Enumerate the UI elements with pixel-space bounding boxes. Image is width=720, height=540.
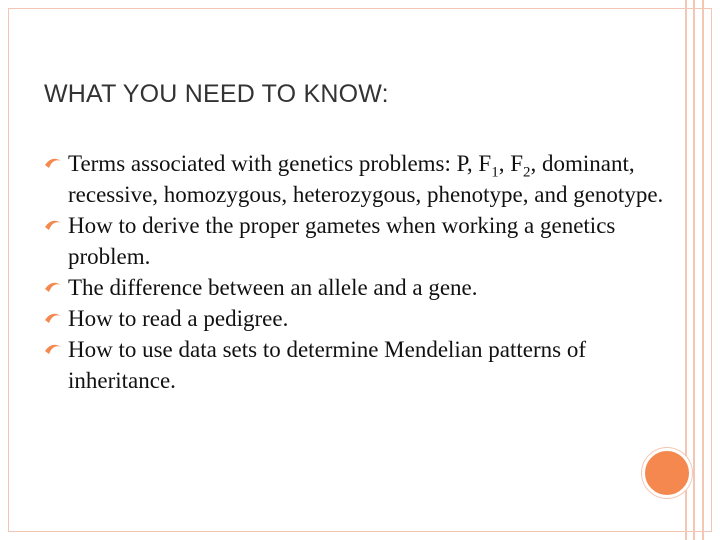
bullet-text: , dominant, recessive, homozygous, heterozygous, phenotype, and genotype. <box>68 151 664 207</box>
swoosh-bullet-icon <box>44 157 62 170</box>
bullet-item <box>44 303 684 334</box>
bullet-text: Terms associated with genetics problems: P, F <box>68 151 492 176</box>
swoosh-bullet-icon <box>44 281 62 294</box>
bullet-item <box>44 272 684 303</box>
swoosh-bullet-icon <box>44 312 62 325</box>
bullet-item <box>44 148 684 210</box>
bullet-text: How to derive the proper gametes when working a genetics problem. <box>68 213 616 269</box>
decorative-circle <box>642 448 692 498</box>
bullet-item <box>44 334 684 396</box>
bullet-item <box>44 210 684 272</box>
swoosh-bullet-icon <box>44 219 62 232</box>
bullet-list <box>44 148 684 396</box>
decor-line <box>702 0 704 540</box>
swoosh-bullet-icon <box>44 343 62 356</box>
slide-title: WHAT YOU NEED TO KNOW: <box>44 80 389 108</box>
bullet-text: How to use data sets to determine Mendelian patterns of inheritance. <box>68 337 586 393</box>
bullet-text: The difference between an allele and a gene. <box>68 275 478 300</box>
subscript: 1 <box>491 164 499 181</box>
subscript: 2 <box>522 164 531 181</box>
bullet-text: How to read a pedigree. <box>68 306 289 331</box>
decor-line <box>693 0 695 540</box>
bullet-text: , F <box>498 151 523 176</box>
